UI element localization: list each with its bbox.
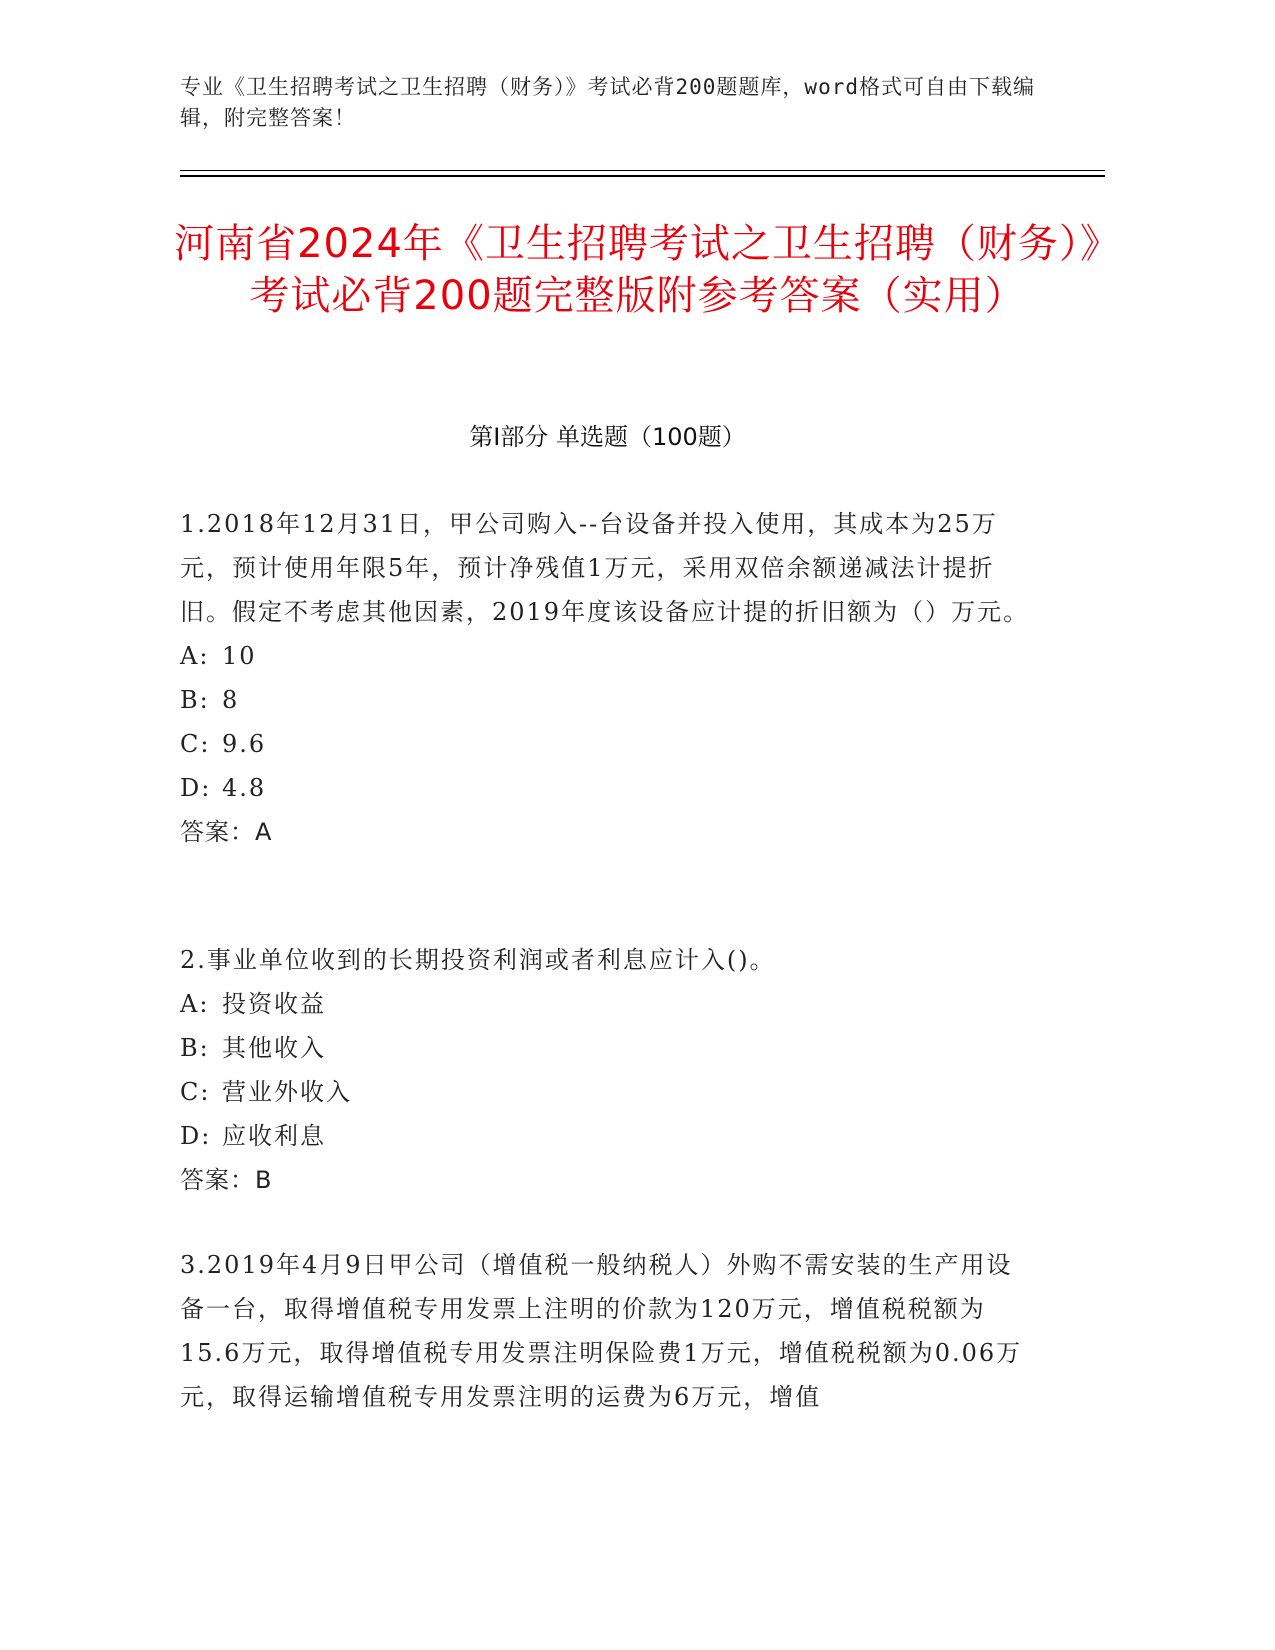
option-key: C: — [180, 1078, 211, 1106]
header-note: 专业《卫生招聘考试之卫生招聘（财务）》考试必背200题题库，word格式可自由下载编辑，附完整答案！ — [180, 75, 1035, 130]
option-text: 投资收益 — [222, 990, 326, 1018]
option-key: A: — [180, 990, 210, 1018]
option-key: B: — [180, 686, 210, 714]
option-c — [180, 1070, 1030, 1114]
option-text: 营业外收入 — [222, 1078, 352, 1106]
question-2 — [180, 938, 1030, 1202]
section-heading: 第I部分 单选题（100题） — [469, 423, 746, 451]
option-text: 应收利息 — [222, 1122, 326, 1150]
question-stem: 1.2018年12月31日，甲公司购入--台设备并投入使用，其成本为25万元，预计使用年限5年，预计净残值1万元，采用双倍余额递减法计提折旧。假定不考虑其他因素，2019年度该设备应计提的折旧额为（）万元。 — [180, 510, 1030, 626]
option-b — [180, 1026, 1030, 1070]
answer-line: 答案：A — [180, 818, 273, 846]
option-c — [180, 722, 1030, 766]
option-text: 9.6 — [222, 730, 267, 758]
answer-line: 答案：B — [180, 1166, 273, 1194]
option-a — [180, 634, 1030, 678]
question-stem: 3.2019年4月9日甲公司（增值税一般纳税人）外购不需安装的生产用设备一台，取得增值税专用发票上注明的价款为120万元，增值税税额为15.6万元，取得增值税专用发票注明保险费1万元，增值税税额为0.06万元，取得运输增值税专用发票注明的运费为6万元，增值 — [180, 1251, 1023, 1411]
option-text: 10 — [222, 642, 257, 670]
option-key: D: — [180, 774, 212, 802]
option-a — [180, 982, 1030, 1026]
document-title: 河南省2024年《卫生招聘考试之卫生招聘（财务）》考试必背200题完整版附参考答案（实用） — [174, 221, 1101, 319]
option-text: 其他收入 — [222, 1034, 326, 1062]
option-text: 8 — [222, 686, 240, 714]
option-d — [180, 766, 1030, 810]
option-key: A: — [180, 642, 210, 670]
option-b — [180, 678, 1030, 722]
option-text: 4.8 — [222, 774, 267, 802]
question-1 — [180, 502, 1030, 854]
header-divider-thin — [180, 170, 1105, 171]
option-key: C: — [180, 730, 211, 758]
option-key: D: — [180, 1122, 212, 1150]
option-d — [180, 1114, 1030, 1158]
option-key: B: — [180, 1034, 210, 1062]
question-3 — [180, 1243, 1030, 1419]
question-stem: 2.事业单位收到的长期投资利润或者利息应计入()。 — [180, 946, 776, 974]
header-divider-thick — [180, 175, 1105, 177]
